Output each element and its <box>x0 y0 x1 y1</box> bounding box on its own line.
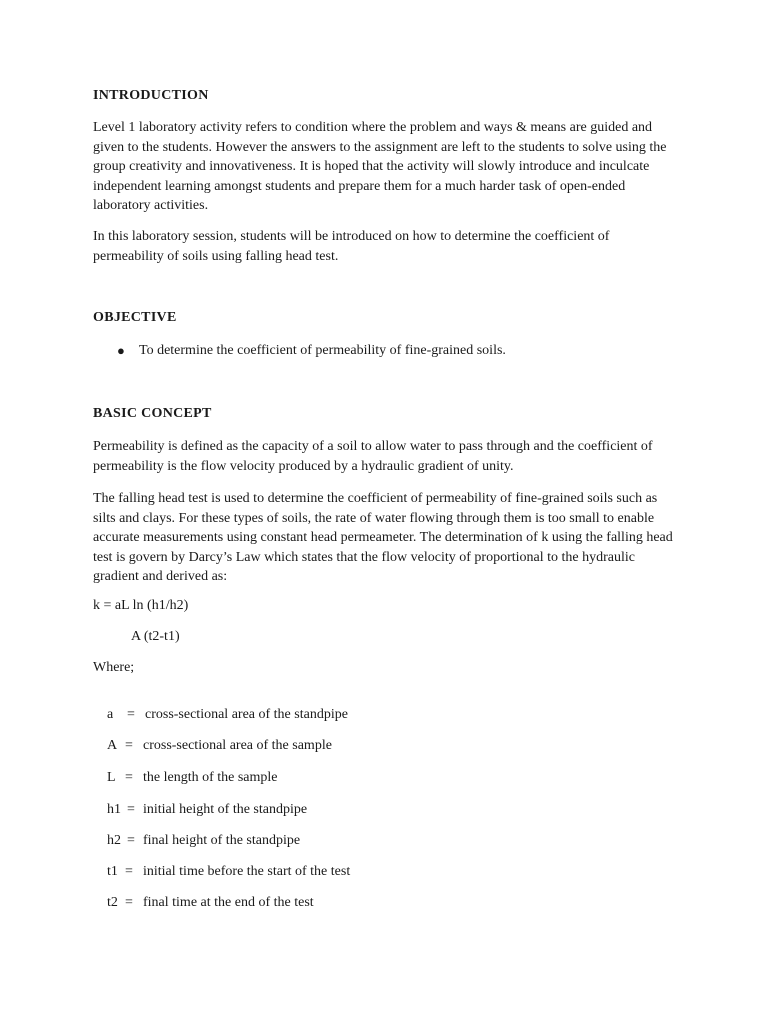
basic-concept-paragraph-2: The falling head test is used to determine the coefficient of permeability of fine-grained soils such as silts and clays. For these types of soils, the rate of water flowing through them is too small to enable accurate measurements using constant head permeameter. The determination of k using the falling head test is govern by Darcy’s Law which states that the flow velocity of proportional to the hydraulic gradient and derived as: <box>93 491 673 584</box>
formula-denominator: A (t2-t1) <box>131 629 180 644</box>
definition-text: final time at the end of the test <box>143 895 314 910</box>
definition-symbol: h1 <box>107 802 121 817</box>
introduction-paragraph-2: In this laboratory session, students will be introduced on how to determine the coefficient of permeability of soils using falling head test. <box>93 229 610 264</box>
definition-equals: = <box>125 738 133 753</box>
definition-equals: = <box>125 770 133 785</box>
where-label: Where; <box>93 660 135 675</box>
definition-equals: = <box>127 707 135 722</box>
definition-symbol: t2 <box>107 895 118 910</box>
basic-concept-heading: BASIC CONCEPT <box>93 406 212 421</box>
definition-symbol: t1 <box>107 864 118 879</box>
bullet-icon: ● <box>117 343 125 358</box>
definition-text: final height of the standpipe <box>143 833 301 848</box>
definition-text: cross-sectional area of the sample <box>143 738 332 753</box>
introduction-heading: INTRODUCTION <box>93 88 209 103</box>
basic-concept-paragraph-1: Permeability is defined as the capacity of a soil to allow water to pass through and the coefficient of permeability is the flow velocity produced by a hydraulic gradient of unity. <box>93 439 653 474</box>
formula-numerator: k = aL ln (h1/h2) <box>93 598 189 613</box>
definition-row <box>93 879 314 927</box>
definition-text: initial height of the standpipe <box>143 802 308 817</box>
definition-text: initial time before the start of the test <box>143 864 351 879</box>
definition-text: the length of the sample <box>143 770 278 785</box>
definition-equals: = <box>127 802 135 817</box>
introduction-paragraph-1: Level 1 laboratory activity refers to condition where the problem and ways & means are guided and given to the students. However the answers to the assignment are left to the students to solve using the group creativity and innovativeness. It is hoped that the activity will slowly introduce and inculcate independent learning amongst students and prepare them for a much harder task of open-ended laboratory activities. <box>93 120 667 213</box>
objective-bullet-text: To determine the coefficient of permeability of fine-grained soils. <box>139 343 506 358</box>
definition-equals: = <box>125 864 133 879</box>
definition-symbol: A <box>107 738 118 753</box>
definition-equals: = <box>125 895 133 910</box>
definition-symbol: L <box>107 770 116 785</box>
objective-heading: OBJECTIVE <box>93 310 177 325</box>
definition-symbol: a <box>107 707 114 722</box>
definition-symbol: h2 <box>107 833 121 848</box>
definition-text: cross-sectional area of the standpipe <box>145 707 348 722</box>
definition-equals: = <box>127 833 135 848</box>
